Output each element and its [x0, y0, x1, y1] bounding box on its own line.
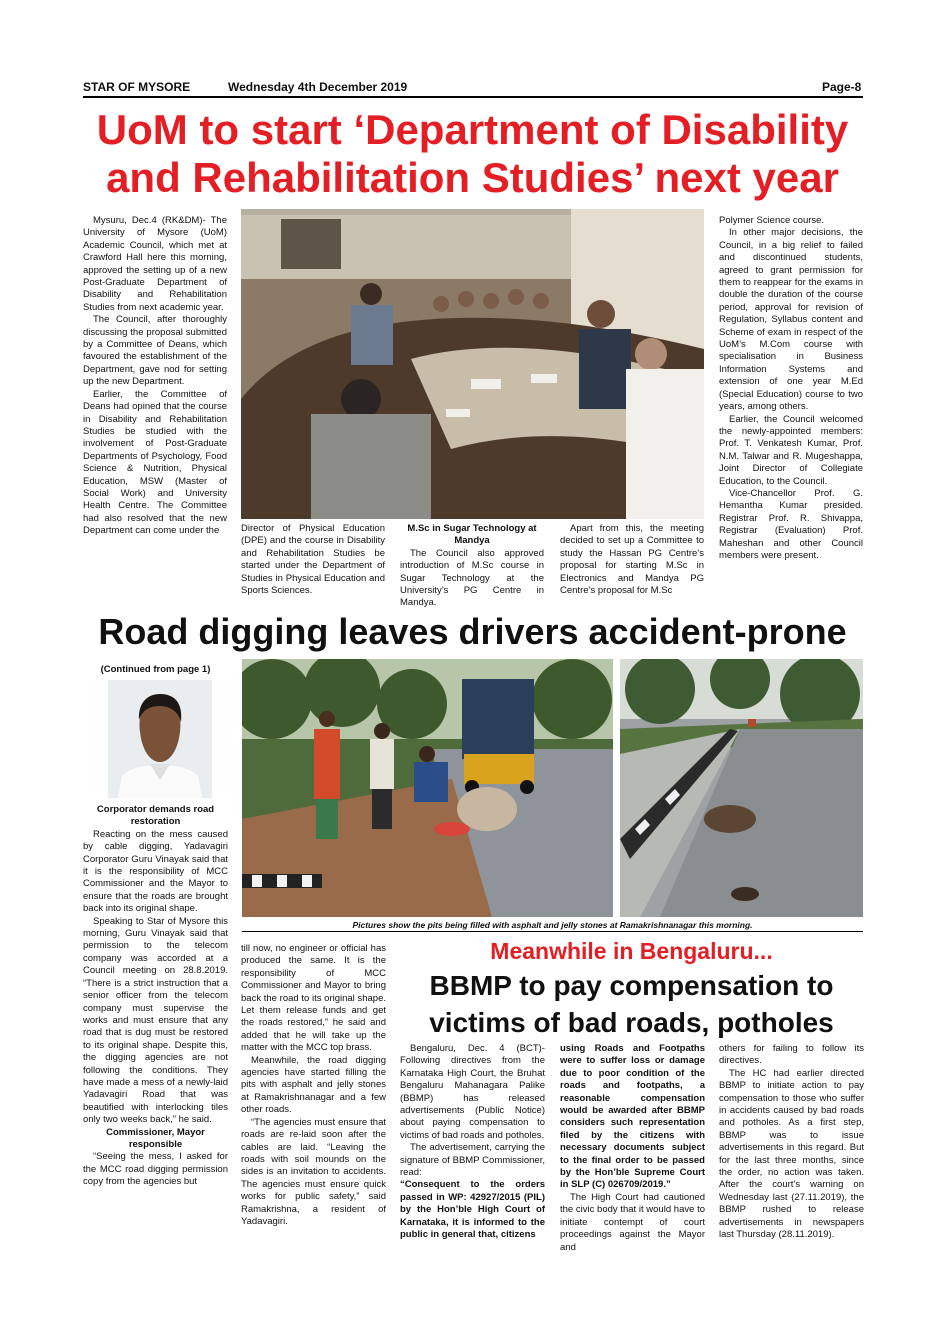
- story3-column-1: [400, 1043, 545, 1242]
- story2-para: till now, no engineer or official has produced the same. It is the responsibility of MCC Commissioner and Mayor to bring back the road to its original shape. Let them release funds and get the roads restored,” he said and added that he will take up the matter with the MCC top brass.: [241, 943, 386, 1054]
- story3-para-bold: “Consequent to the orders passed in WP: 42927/2015 (PIL) by the Hon’ble High Court of Karnataka, it is informed to the public in general that, citizens: [400, 1179, 545, 1241]
- story3-headline-line1: BBMP to pay compensation to: [429, 970, 834, 1001]
- story3-para-bold: using Roads and Footpaths were to suffer loss or damage due to poor condition of the roads and footpaths, a reasonable compensation would be awarded after BBMP considers such representation filed by the citizens with necessary documents subject to the final order to be passed by the Hon’ble Supreme Court in SLP (C) 026709/2019.”: [560, 1043, 705, 1191]
- story1-para: Director of Physical Education (DPE) and the course in Disability and Rehabilitation Studies be started under the Department of Studies in Physical Education and Sports Sciences.: [241, 523, 385, 597]
- story1-para: Earlier, the Committee of Deans had opined that the course in Disability and Rehabilitation Studies be studied with the involvement of Post-Graduate Departments of Psychology, Food Science & Nutrition, Physical Education, MSW (Master of Social Work) and University Health Centre. The Committee had also resolved that the new Department can come under the: [83, 388, 227, 537]
- story3-para: Bengaluru, Dec. 4 (BCT)- Following directives from the Karnataka High Court, the Bruhat Bengaluru Mahanagara Palike (BBMP) has released advertisements (Public Notice) about paying compensation to victims of bad roads and potholes.: [400, 1043, 545, 1141]
- story2-headline: Road digging leaves drivers accident-prone: [98, 611, 847, 652]
- story3-para: The High Court had cautioned the civic body that it would have to initiate contempt of court proceedings against the Mayor and: [560, 1191, 705, 1253]
- portrait-caption: Corporator demands road restoration: [96, 804, 215, 828]
- story2-para: Reacting on the mess caused by cable digging, Yadavagiri Corporator Guru Vinayak said that it is the responsibility of MCC Commissioner and the Mayor to ensure that the roads are brought back into its original shape.: [83, 828, 228, 915]
- road-workers-photo: [242, 659, 613, 917]
- story2-subhead: Commissioner, Mayor responsible: [106, 1126, 205, 1150]
- paper-name: STAR OF MYSORE: [83, 80, 191, 94]
- story3-headline-line2: victims of bad roads, potholes: [429, 1007, 834, 1038]
- story2-column-2: [241, 943, 386, 1228]
- issue-date: Wednesday 4th December 2019: [228, 80, 408, 94]
- story1-para: Vice-Chancellor Prof. G. Hemantha Kumar presided. Registrar Prof. R. Shivappa, Registrar (Evaluation) Prof. Maheshan and other Council members were present.: [719, 487, 863, 561]
- story1-headline-line2: and Rehabilitation Studies’ next year: [106, 154, 839, 201]
- council-meeting-photo: [241, 209, 704, 519]
- story1-headline-line1: UoM to start ‘Department of Disability: [96, 106, 849, 153]
- road-pothole-photo: [620, 659, 863, 917]
- story2-para: “Seeing the mess, I asked for the MCC road digging permission copy from the agencies but: [83, 1151, 228, 1188]
- story1-para: Earlier, the Council welcomed the newly-appointed members: Prof. T. Venkatesh Kumar, Prof. N.M. Talwar and R. Mugeshappa, Joint Director of Collegiate Education, to the Council.: [719, 413, 863, 487]
- story3-kicker: Meanwhile in Bengaluru...: [490, 938, 773, 964]
- story1-column-1: [83, 215, 227, 538]
- story3-column-2: [560, 1043, 705, 1254]
- story1-para: In other major decisions, the Council, in a big relief to failed and discontinued students, agreed to grant permission for them to reappear for the exams in double the duration of the course period, approval for revision of Regulation, Syllabus content and Scheme of exam in respect of the UoM’s M.Com course with specialisation in Business Information Systems and extension of one year M.Ed (Special Education) course to two years, among others.: [719, 227, 863, 413]
- story1-para: Mysuru, Dec.4 (RK&DM)- The University of Mysore (UoM) Academic Council, which met at Crawford Hall here this morning, approved the setting up of a new Post-Graduate Department of Disability and Rehabilitation Studies from next academic year.: [83, 215, 227, 313]
- road-photo-caption: Pictures show the pits being filled with asphalt and jelly stones at Ramakrishnanagar this morning.: [352, 920, 753, 930]
- header-rule: [83, 96, 863, 98]
- story3-para: The advertisement, carrying the signature of BBMP Commissioner, read:: [400, 1142, 545, 1179]
- story3-para: others for failing to follow its directives.: [719, 1043, 864, 1067]
- story2-para: “The agencies must ensure that roads are re-laid soon after the cables are laid. “Leaving the roads with soil mounds on the sides is an invitation to accidents. The agencies must ensure quick works for public safety,” said Ramakrishna, a resident of Yadavagiri.: [241, 1116, 386, 1227]
- page-number: Page-8: [822, 80, 862, 94]
- story2-para: Meanwhile, the road digging agencies have started filling the pits with asphalt and jelly stones at Ramakrishnanagar and a few other roads.: [241, 1054, 386, 1116]
- story3-column-3: [719, 1043, 864, 1242]
- continued-note: (Continued from page 1): [100, 664, 211, 675]
- corporator-portrait: [108, 680, 212, 798]
- story1-para: Polymer Science course.: [719, 215, 825, 226]
- story2-column-1: [83, 804, 228, 1189]
- story1-column-3: [400, 523, 544, 610]
- story1-para: The Council, after thoroughly discussing the proposal submitted by a Committee of Deans, which favoured the establishment of the Department, gave nod for setting up the new Department.: [83, 314, 227, 388]
- story2-para: Speaking to Star of Mysore this morning, Guru Vinayak said that permission to the telecom company was accorded at a Council meeting on 28.8.2019. “There is a strict instruction that a senior officer from the telecom company must supervise the works and must ensure that any road that is dug must be restored to its original shape. Despite this, the digging agencies are not following the conditions. They have made a mess of a newly-laid Yadavagiri Road that was beautified with interlocking tiles only two weeks back,” he said.: [83, 915, 228, 1126]
- story1-column-2: [241, 523, 385, 597]
- story1-para: The Council also approved introduction of M.Sc course in Sugar Technology at the University’s PG Centre in Mandya.: [400, 547, 544, 609]
- caption-rule: [242, 931, 863, 932]
- story1-column-5: [719, 215, 863, 562]
- story3-para: The HC had earlier directed BBMP to initiate action to pay compensation to those who suffer in accidents caused by bad roads and potholes. As a first step, BBMP was to issue advertisements in this regard. But for the last three months, since the order, no action was taken. After the court’s warning on Wednesday last (27.11.2019), the BBMP rushed to release advertisements in newspapers last Thursday (28.11.2019).: [719, 1067, 864, 1241]
- story1-para: Apart from this, the meeting decided to set up a Committee to study the Hassan PG Centre’s proposal for starting M.Sc in Electronics and Mandya PG Centre’s proposal for M.Sc: [560, 523, 704, 597]
- story1-subhead: M.Sc in Sugar Technology at Mandya: [407, 523, 537, 547]
- story1-column-4: [560, 523, 704, 597]
